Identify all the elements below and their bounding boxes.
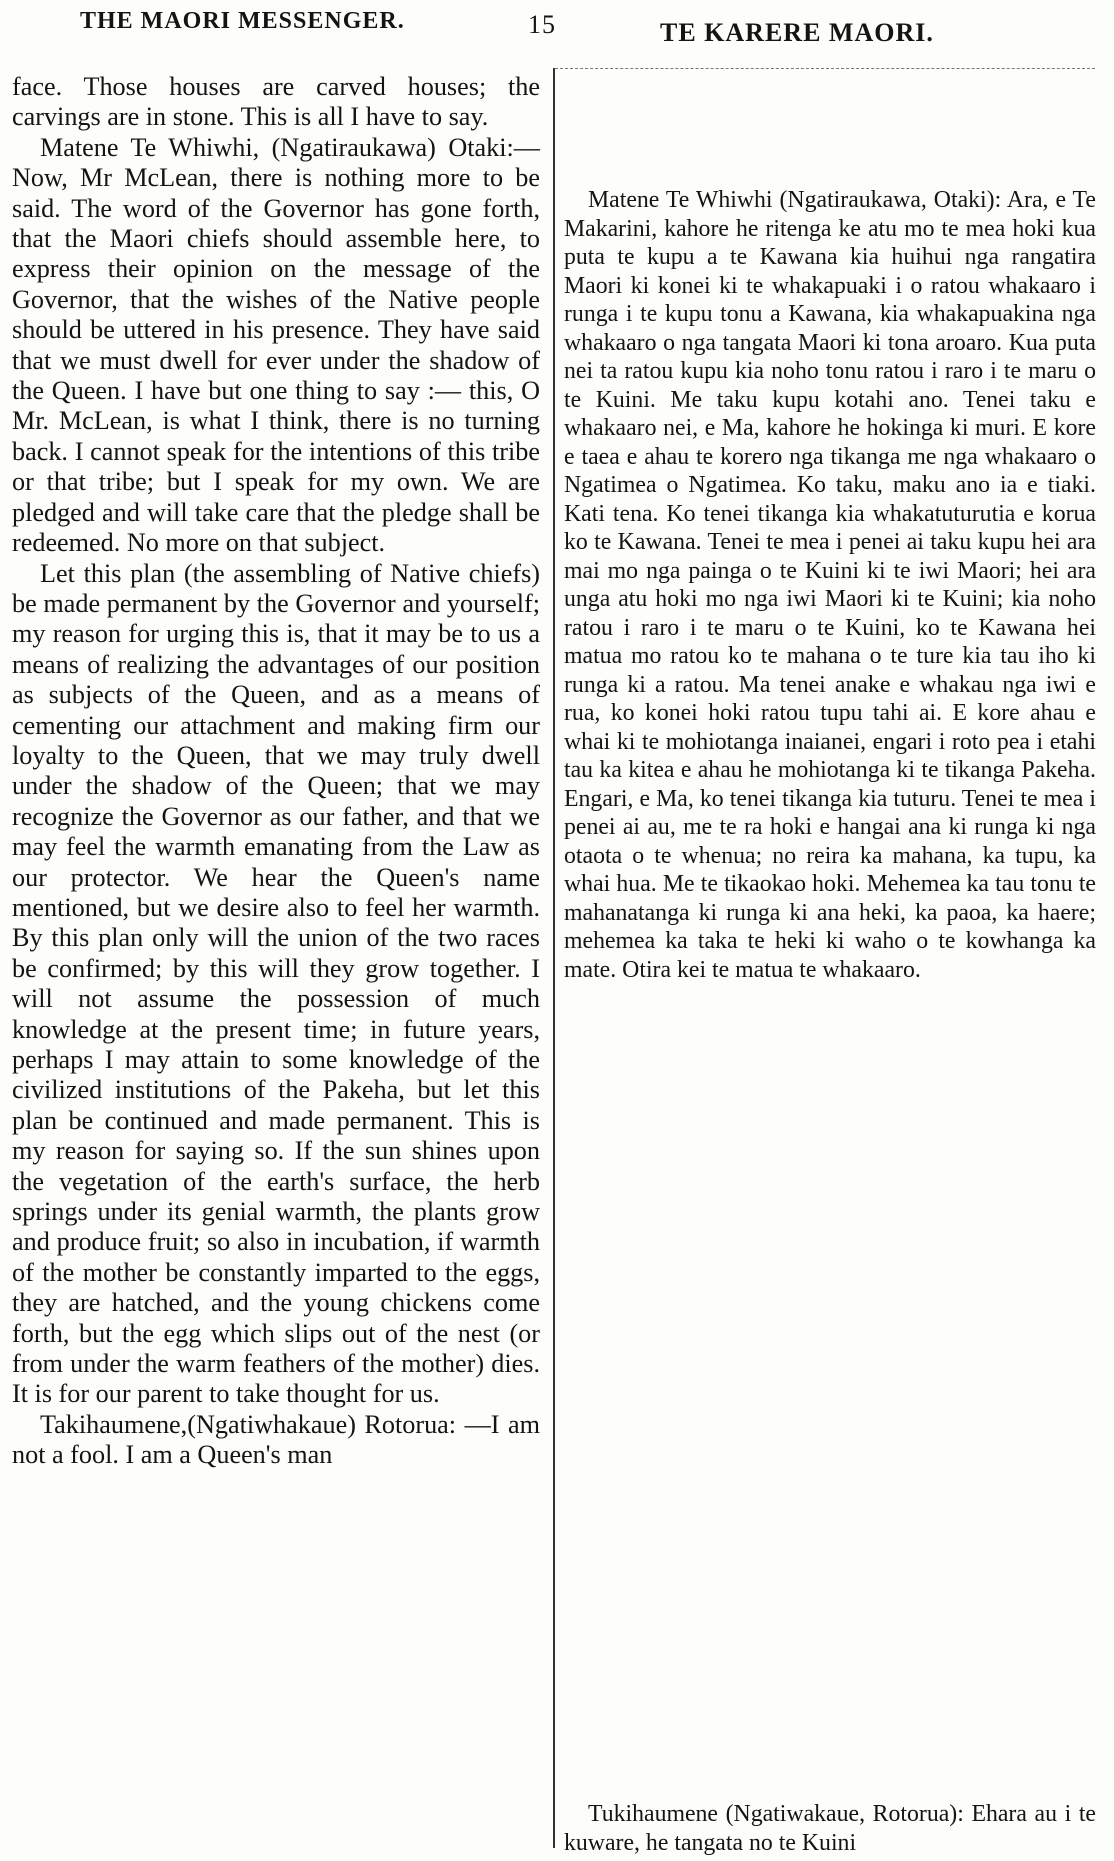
header-maori-title: TE KARERE MAORI.	[660, 18, 934, 47]
page-header	[0, 6, 1114, 46]
english-paragraph-plan: Let this plan (the assembling of Native chiefs) be made permanent by the Governor and yourself; my reason for urging this is, that it may be to us a means of realizing the advantages of our position as subjects of the Queen, and as a means of cementing our attachment and making firm our loyalty to the Queen, that we may truly dwell under the shadow of the Queen; that we may recognize the Governor as our father, and that we may feel the warmth emanating from the Law as our protector. We hear the Queen's name mentioned, but we desire also to feel her warmth. By this plan only will the union of the two races be confirmed; by this will they grow together. I will not assume the possession of much knowledge at the present time; in future years, perhaps I may attain to some knowledge of the civilized institutions of the Pakeha, but let this plan be continued and made permanent. This is my reason for saying so. If the sun shines upon the vegetation of the earth's surface, the herb springs under its genial warmth, the plants grow and produce fruit; so also in incubation, if warmth of the mother be constantly imparted to the eggs, they are hatched, and the young chickens come forth, but the egg which slips out of the nest (or from under the warm feathers of the mother) dies. It is for our parent to take thought for us.	[12, 558, 540, 1409]
page-number: 15	[528, 10, 556, 39]
maori-column-bottom	[564, 1800, 1096, 1857]
maori-paragraph-matene: Matene Te Whiwhi (Ngatiraukawa, Otaki): Ara, e Te Makarini, kahore he ritenga ke atu mo te mea hoki kua puta te kupu a te Kawana kia huihui nga rangatira Maori ki konei ki te whakapuaki i o ratou whakaaro i runga i te kupu tonu a Kawana, kia whakapuakina nga whakaaro o nga tangata Maori ki tona aroaro. Kua puta nei ta ratou kupu kia noho tonu ratou i raro i te maru o te Kuini. Me taku kupu kotahi ano. Tenei taku e whakaaro nei, e Ma, kahore he hokinga ki muri. E kore e taea e ahau te korero nga tikanga me nga whakaaro o Ngatimea o Ngatimea. Ko taku, maku ano ia e tiaki. Kati tena. Ko tenei tikanga kia whakatuturutia e koruа ko te Kawana. Tenei te mea i penei ai taku kupu hei ara mai mo nga painga o te Kuini ki te iwi Maori; hei ara unga atu hoki mo nga iwi Maori ki te Kuini; kia noho ratou i raro i te maru o te Kuini, ko te Kawana hei matua mo ratou ko te mahana o te ture kia tau iho ki runga ki a ratou. Ma tenei anake e whakau nga iwi e rua, ko konei hoki ratou tupu tahi ai. E kore ahau e whai ki te mohiotanga inaianei, engari i roto pea i etahi tau ka kitea e ahau he mohiotanga ki te tikanga Pakeha. Engari, e Ma, ko tenei tikanga kia tuturu. Tenei te mea i penei ai au, me te ra hoki e hangai ana ki runga ki nga otaota o te whenua; no reira ka mahana, ka tupu, ka whai hua. Me te tikaokao hoki. Mehemea ka tau tonu te mahanatanga ki runga ki ana heki, ka paoa, ka haere; mehemea ka taka te heki ki waho o te kowhanga ka mate. Otira kei te matua te whakaaro.	[564, 187, 1096, 983]
column-divider	[553, 68, 555, 1848]
english-column	[12, 72, 540, 1471]
header-english-title: THE MAORI MESSENGER.	[80, 8, 405, 34]
english-paragraph-takihaumene: Takihaumene,(Ngatiwhakaue) Rotorua: —I am not a fool. I am a Queen's man	[12, 1409, 540, 1470]
maori-paragraph-tukihaumene: Tukihaumene (Ngatiwakaue, Rotorua): Ehara au i te kuware, he tangata no te Kuini	[564, 1801, 1096, 1856]
column-top-rule	[555, 68, 1095, 70]
maori-column	[564, 186, 1096, 984]
english-paragraph-1: face. Those houses are carved houses; the carvings are in stone. This is all I have to say.	[12, 72, 540, 132]
english-paragraph-matene: Matene Te Whiwhi, (Ngatiraukawa) Otaki:—Now, Mr McLean, there is nothing more to be said. The word of the Governor has gone forth, that the Maori chiefs should assemble here, to express their opinion on the message of the Governor, that the wishes of the Native people should be uttered in his presence. They have said that we must dwell for ever under the shadow of the Queen. I have but one thing to say :— this, O Mr. McLean, is what I think, there is no turning back. I cannot speak for the intentions of this tribe or that tribe; but I speak for my own. We are pledged and will take care that the pledge shall be redeemed. No more on that subject.	[12, 132, 540, 558]
